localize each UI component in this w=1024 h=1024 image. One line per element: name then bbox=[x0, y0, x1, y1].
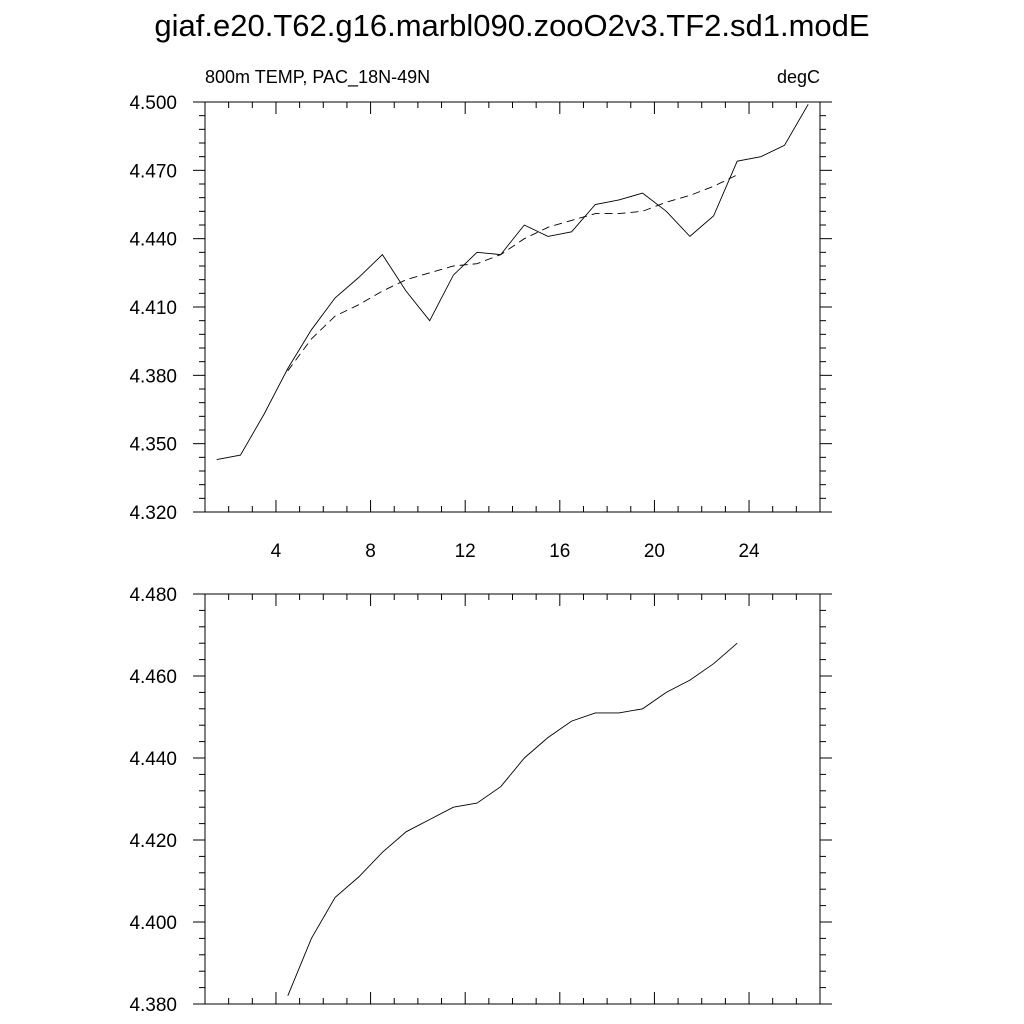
y-tick-label: 4.440 bbox=[129, 749, 177, 770]
y-tick-label: 4.500 bbox=[129, 93, 177, 114]
y-tick-label: 4.380 bbox=[129, 995, 177, 1016]
y-tick-label: 4.460 bbox=[129, 667, 177, 688]
lower-line-chart bbox=[129, 585, 832, 1016]
y-tick-label: 4.380 bbox=[129, 366, 177, 388]
series-line-solid bbox=[288, 643, 737, 996]
y-tick-label: 4.400 bbox=[129, 913, 177, 934]
x-tick-label: 24 bbox=[738, 541, 760, 562]
x-tick-label: 12 bbox=[454, 541, 476, 562]
plot-frame bbox=[205, 102, 820, 512]
page-title: giaf.e20.T62.g16.marbl090.zooO2v3.TF2.sd1.modE bbox=[154, 8, 870, 43]
x-tick-label: 16 bbox=[549, 541, 571, 562]
chart-subtitle-right: degC bbox=[776, 67, 820, 87]
x-tick-label: 8 bbox=[365, 541, 376, 562]
x-tick-label: 4 bbox=[270, 541, 282, 562]
plot-frame bbox=[205, 594, 820, 1004]
series-line-solid bbox=[217, 104, 808, 459]
x-tick-label: 20 bbox=[643, 541, 665, 562]
upper-line-chart bbox=[129, 67, 832, 562]
y-tick-label: 4.440 bbox=[129, 229, 177, 251]
y-tick-label: 4.410 bbox=[129, 298, 177, 319]
y-tick-label: 4.420 bbox=[129, 831, 177, 852]
chart-subtitle-left: 800m TEMP, PAC_18N-49N bbox=[205, 67, 431, 87]
y-tick-label: 4.350 bbox=[129, 434, 177, 456]
y-tick-label: 4.320 bbox=[129, 503, 177, 524]
series-line-dashed bbox=[288, 175, 737, 371]
y-tick-label: 4.480 bbox=[129, 585, 177, 606]
y-tick-label: 4.470 bbox=[129, 161, 177, 183]
